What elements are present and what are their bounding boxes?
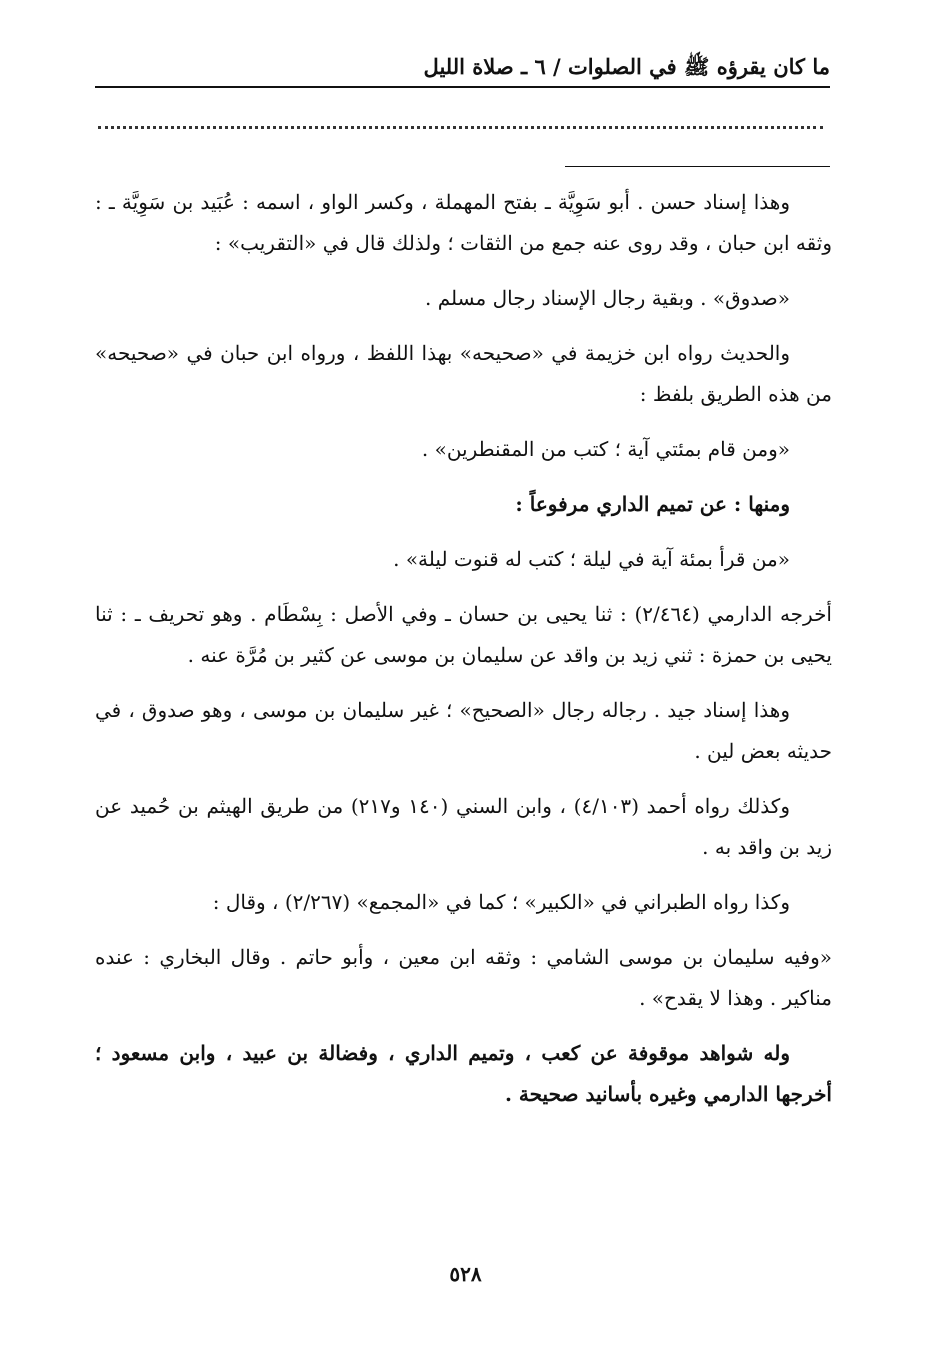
quote-majma: «وفيه سليمان بن موسى الشامي : وثقه ابن معين ، وأبو حاتم . وقال البخاري : عنده مناكير . وهذا لا يقدح» .: [95, 945, 832, 1010]
header-rule: [95, 86, 830, 88]
paragraph-tamim-ad-dari: ومنها : عن تميم الداري مرفوعاً :: [515, 492, 790, 516]
paragraph-shawahid: وله شواهد موقوفة عن كعب ، وتميم الداري ، وفضالة بن عبيد ، وابن مسعود ؛ أخرجها الدارمي وغيره بأسانيد صحيحة .: [95, 1041, 832, 1106]
hadith-quote-muqantarin: «ومن قام بمئتي آية ؛ كتب من المقنطرين» .: [421, 437, 790, 461]
running-header: ما كان يقرؤه ﷺ في الصلوات / ٦ ـ صلاة الليل: [423, 54, 830, 79]
page-number: ٥٢٨: [449, 1262, 482, 1286]
paragraph-tabarani: وكذا رواه الطبراني في «الكبير» ؛ كما في «المجمع» (٢/٢٦٧) ، وقال :: [212, 890, 790, 914]
footnote-continuation-dots: [98, 126, 823, 129]
footnote-body: [95, 182, 832, 1129]
paragraph-ahmad-ibn-sunni: وكذلك رواه أحمد (٤/١٠٣) ، وابن السني (١٤٠ و٢١٧) من طريق الهيثم بن حُميد عن زيد بن واقد به .: [95, 794, 832, 859]
paragraph-saduq: «صدوق» . وبقية رجال الإسناد رجال مسلم .: [425, 286, 790, 310]
hadith-quote-qunut: «من قرأ بمئة آية في ليلة ؛ كتب له قنوت ليلة» .: [393, 547, 790, 571]
paragraph-ibn-khuzaymah: والحديث رواه ابن خزيمة في «صحيحه» بهذا اللفظ ، ورواه ابن حبان في «صحيحه» من هذه الطريق بلفظ :: [95, 341, 832, 406]
paragraph-isnad-jayyid: وهذا إسناد جيد . رجاله رجال «الصحيح» ؛ غير سليمان بن موسى ، وهو صدوق ، في حديثه بعض لين .: [95, 698, 832, 763]
paragraph-isnad-hasan: وهذا إسناد حسن . أبو سَوِيَّة ـ بفتح المهملة ، وكسر الواو ، اسمه : عُبَيد بن سَوِيَّة ـ : وثقه ابن حبان ، وقد روى عنه جمع من الثقات ؛ ولذلك قال في «التقريب» :: [95, 190, 832, 255]
footnote-separator-rule: [565, 166, 830, 167]
paragraph-darimi-takhrij: أخرجه الدارمي (٢/٤٦٤) : ثنا يحيى بن حسان ـ وفي الأصل : بِسْطَام . وهو تحريف ـ : ثنا يحيى بن حمزة : ثني زيد بن واقد عن سليمان بن موسى عن كثير بن مُرَّة عنه .: [95, 602, 832, 667]
